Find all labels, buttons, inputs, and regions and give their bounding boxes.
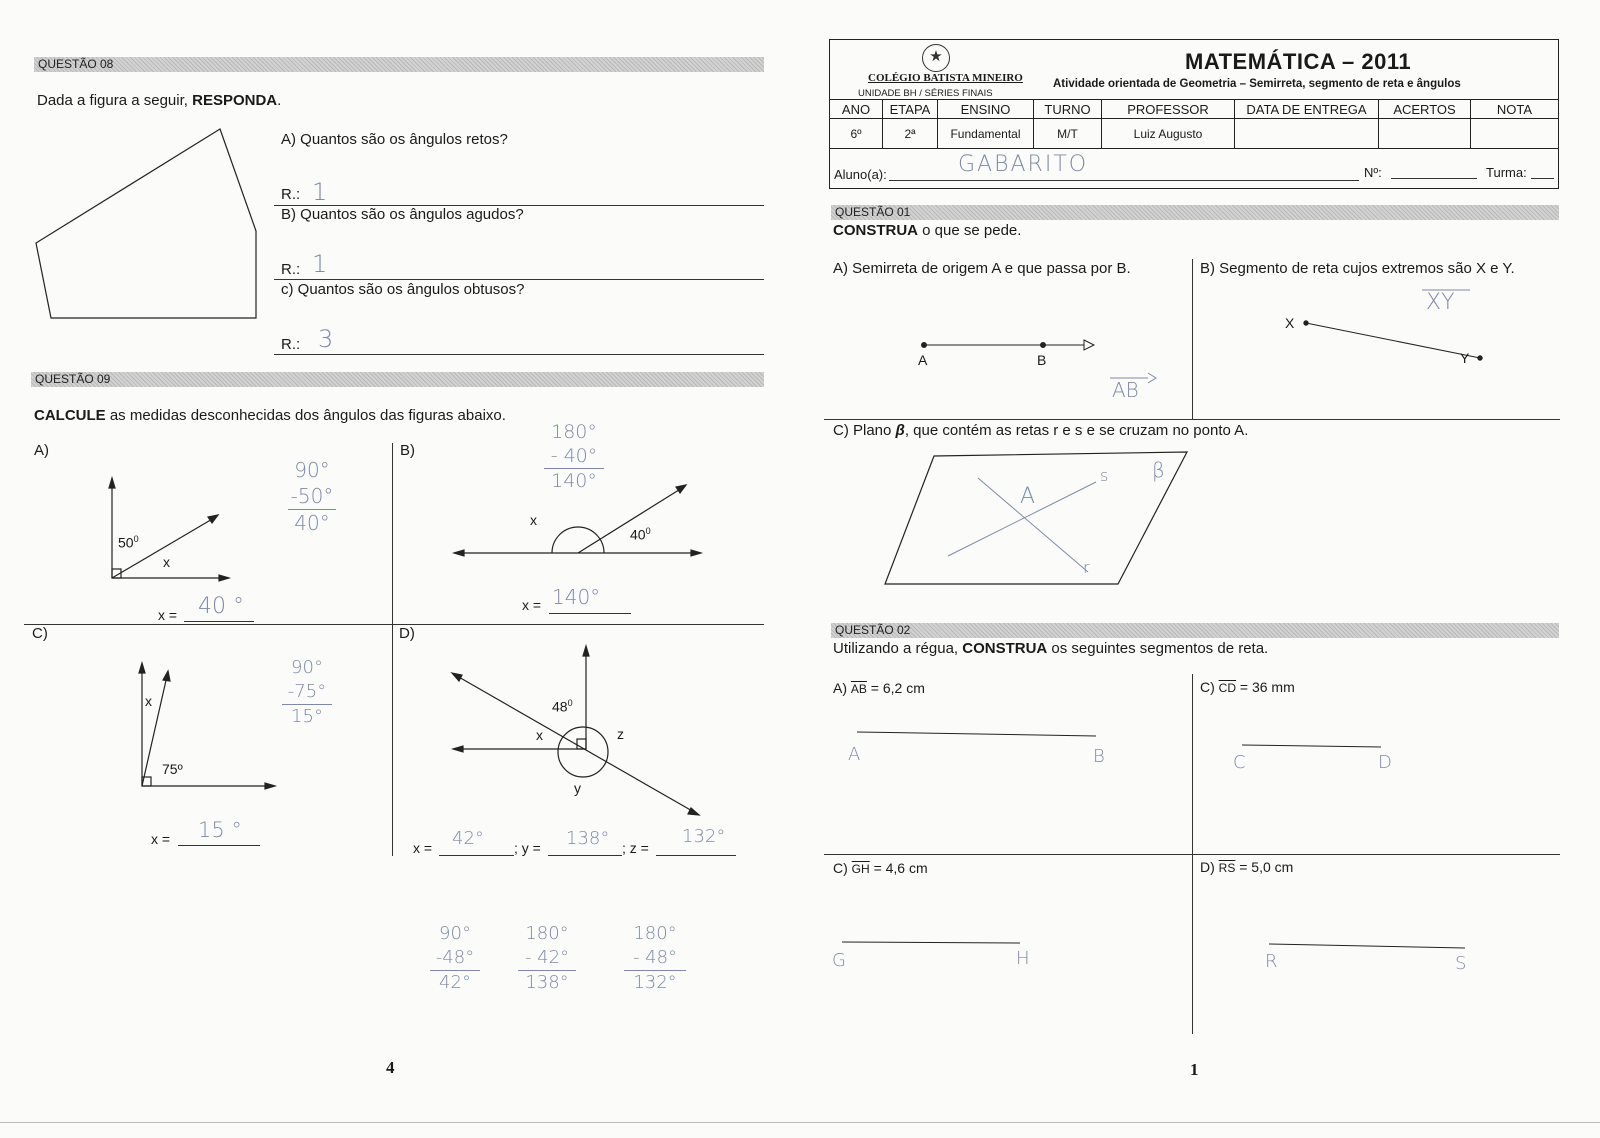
col-data-entrega: DATA DE ENTREGA bbox=[1235, 100, 1379, 119]
work-line: - 40° bbox=[544, 444, 604, 469]
q09c-answer: 15 ° bbox=[198, 818, 242, 842]
q08-r-label-c: R.: bbox=[281, 336, 301, 353]
q09-vertical-divider bbox=[392, 443, 393, 856]
q09d-y: y bbox=[574, 780, 581, 796]
q09a-x-label: x = bbox=[158, 607, 178, 623]
work-line: 138° bbox=[525, 972, 569, 993]
work-line: 132° bbox=[633, 972, 677, 993]
turma-line bbox=[1531, 178, 1554, 179]
item-letter: A) bbox=[833, 680, 847, 696]
q01c-hw-line-r: r bbox=[1083, 558, 1090, 577]
work-line: -50° bbox=[288, 483, 336, 510]
q01b-point-x: X bbox=[1285, 315, 1295, 331]
q01c-hw-line-s: s bbox=[1100, 466, 1109, 485]
q09b-label: B) bbox=[400, 442, 415, 459]
turma-label: Turma: bbox=[1486, 165, 1527, 180]
work-line: 90° bbox=[439, 923, 471, 944]
intro-text: Utilizando a régua, bbox=[833, 640, 963, 657]
q08-answer-line-c bbox=[274, 354, 764, 355]
val-nota bbox=[1471, 119, 1559, 149]
col-nota: NOTA bbox=[1471, 100, 1559, 119]
question-02-bar: QUESTÃO 02 bbox=[831, 623, 1559, 638]
q09d-z-label: ; z = bbox=[622, 840, 649, 856]
school-logo: ★ bbox=[922, 44, 950, 72]
q09d-work-2 bbox=[518, 922, 576, 995]
q09b-answer-line bbox=[549, 613, 631, 614]
item-letter: C) bbox=[833, 860, 848, 876]
q09d-y-answer: 138° bbox=[566, 828, 610, 849]
text-part: , que contém as retas r e s e se cruzam no ponto A. bbox=[904, 422, 1249, 439]
figure-ray-ab bbox=[922, 340, 1095, 350]
q01a-point-a: A bbox=[918, 352, 928, 368]
angle-value: 48 bbox=[552, 698, 568, 715]
q01c-text bbox=[833, 422, 1248, 439]
work-line: -48° bbox=[430, 946, 480, 971]
intro-text: as medidas desconhecidas dos ângulos das figuras abaixo. bbox=[105, 407, 506, 424]
q09c-work bbox=[282, 656, 332, 729]
q09d-x-line bbox=[439, 855, 514, 856]
q09d-x: x bbox=[536, 727, 543, 743]
segment-value: = 36 mm bbox=[1239, 679, 1295, 695]
q09a-work bbox=[288, 457, 336, 536]
numero-label: Nº: bbox=[1364, 165, 1382, 180]
question-01-bar: QUESTÃO 01 bbox=[831, 205, 1559, 220]
intro-text: os seguintes segmentos de reta. bbox=[1047, 640, 1269, 657]
work-line: 180° bbox=[551, 421, 597, 443]
intro-end: . bbox=[277, 92, 282, 109]
val-acertos bbox=[1379, 119, 1471, 149]
q09d-angle bbox=[552, 698, 573, 715]
q09a-angle bbox=[118, 534, 139, 551]
q02c-label bbox=[1200, 679, 1295, 695]
text-part: C) Plano bbox=[833, 422, 896, 439]
numero-line bbox=[1391, 178, 1477, 179]
q09c-label: C) bbox=[32, 625, 48, 642]
q02a-label bbox=[833, 680, 925, 696]
aluno-value: GABARITO bbox=[958, 152, 1089, 177]
q01b-point-y: Y bbox=[1460, 350, 1470, 366]
work-line: 140° bbox=[551, 470, 597, 492]
q09d-label: D) bbox=[399, 625, 415, 642]
segment-name: $\overline{RS}$ bbox=[1218, 861, 1236, 875]
val-turno: M/T bbox=[1034, 119, 1102, 149]
page-bottom-edge bbox=[0, 1122, 1600, 1123]
q02a-hw-p2: B bbox=[1093, 746, 1105, 767]
figure-q02-segments bbox=[842, 732, 1465, 948]
intro-text: o que se pede. bbox=[918, 222, 1022, 239]
val-etapa: 2ª bbox=[883, 119, 938, 149]
pentagon-figure bbox=[36, 129, 256, 318]
q09a-var: x bbox=[163, 554, 170, 570]
q09b-angle bbox=[630, 526, 651, 543]
q08-r-label-b: R.: bbox=[281, 261, 301, 278]
question-01-intro bbox=[833, 222, 1021, 239]
header-columns-row bbox=[830, 100, 1559, 119]
q09a-answer: 40 ° bbox=[198, 594, 244, 619]
q01b-text: B) Segmento de reta cujos extremos são X e Y. bbox=[1200, 260, 1515, 277]
figure-plane bbox=[885, 452, 1187, 584]
segment-value: = 5,0 cm bbox=[1239, 859, 1294, 875]
q09b-answer: 140° bbox=[552, 585, 601, 609]
q09b-work bbox=[544, 420, 604, 493]
figure-b-angle bbox=[454, 485, 701, 556]
q01a-hw-notation: AB bbox=[1112, 378, 1139, 402]
aluno-line bbox=[889, 180, 1359, 181]
q01a-point-b: B bbox=[1037, 352, 1047, 368]
col-etapa: ETAPA bbox=[883, 100, 938, 119]
work-line: 42° bbox=[439, 972, 471, 993]
degree-sign: 0 bbox=[645, 526, 651, 536]
left-page-number: 4 bbox=[386, 1058, 395, 1077]
school-unit: UNIDADE BH / SÉRIES FINAIS bbox=[858, 88, 993, 99]
segment-name: $\overline{CD}$ bbox=[1218, 681, 1237, 695]
header-info-table bbox=[829, 99, 1559, 149]
q02-horizontal-divider bbox=[824, 854, 1560, 855]
question-09-bar: QUESTÃO 09 bbox=[31, 372, 764, 387]
work-line: 15° bbox=[291, 706, 323, 727]
question-08-bar: QUESTÃO 08 bbox=[34, 57, 764, 72]
val-ensino: Fundamental bbox=[938, 119, 1034, 149]
q09b-var: x bbox=[530, 512, 537, 528]
intro-bold: CALCULE bbox=[34, 407, 106, 424]
beta-symbol: β bbox=[895, 422, 905, 439]
question-02-intro bbox=[833, 640, 1268, 657]
col-professor: PROFESSOR bbox=[1102, 100, 1235, 119]
q08-answer-a: 1 bbox=[312, 178, 328, 206]
val-ano: 6º bbox=[830, 119, 883, 149]
val-professor: Luiz Augusto bbox=[1102, 119, 1235, 149]
q09d-work-3 bbox=[624, 922, 686, 995]
q01c-hw-beta: β bbox=[1152, 458, 1165, 482]
aluno-label: Aluno(a): bbox=[834, 167, 887, 182]
q02a-hw-p1: A bbox=[848, 744, 861, 765]
question-08-intro bbox=[37, 92, 281, 109]
work-line: - 48° bbox=[624, 946, 686, 971]
col-acertos: ACERTOS bbox=[1379, 100, 1471, 119]
degree-sign: 0 bbox=[567, 698, 573, 708]
q08-question-b: B) Quantos são os ângulos agudos? bbox=[281, 206, 524, 223]
segment-value: = 6,2 cm bbox=[870, 680, 925, 696]
q09d-z-line bbox=[656, 855, 736, 856]
q01b-hw-notation: XY bbox=[1426, 290, 1455, 315]
q01c-hw-point-a: A bbox=[1020, 484, 1036, 509]
segment-name: $\overline{GH}$ bbox=[851, 862, 870, 876]
q08-r-label-a: R.: bbox=[281, 186, 301, 203]
q02c-hw-p1: C bbox=[1233, 752, 1246, 773]
question-09-intro bbox=[34, 407, 506, 424]
intro-bold: RESPONDA bbox=[192, 92, 278, 109]
q01a-text: A) Semirreta de origem A e que passa por B. bbox=[833, 260, 1131, 277]
degree-sign: 0 bbox=[133, 534, 139, 544]
work-line: -75° bbox=[282, 680, 332, 705]
col-ano: ANO bbox=[830, 100, 883, 119]
header-subtitle: Atividade orientada de Geometria – Semirreta, segmento de reta e ângulos bbox=[1053, 78, 1461, 90]
q09d-y-label: ; y = bbox=[514, 840, 541, 856]
q02rs-hw-p2: S bbox=[1455, 953, 1467, 974]
work-line: 180° bbox=[633, 923, 677, 944]
q09c-x-label: x = bbox=[151, 831, 171, 847]
q09d-y-line bbox=[548, 855, 622, 856]
figure-c-angle bbox=[139, 663, 275, 789]
segment-name: $\overline{AB}$ bbox=[850, 682, 867, 696]
q09d-x-label: x = bbox=[413, 840, 433, 856]
col-ensino: ENSINO bbox=[938, 100, 1034, 119]
q02rs-label bbox=[1200, 859, 1293, 875]
q02gh-hw-p2: H bbox=[1016, 948, 1030, 969]
q02c-hw-p2: D bbox=[1378, 752, 1392, 773]
segment-value: = 4,6 cm bbox=[873, 860, 928, 876]
q09d-z: z bbox=[617, 726, 624, 742]
q08-answer-c: 3 bbox=[318, 325, 334, 353]
q08-question-a: A) Quantos são os ângulos retos? bbox=[281, 131, 508, 148]
intro-bold: CONSTRUA bbox=[962, 640, 1048, 657]
q09-horizontal-divider bbox=[24, 624, 764, 625]
work-line: 90° bbox=[294, 458, 330, 482]
q09c-answer-line bbox=[178, 845, 260, 846]
intro-text: Dada a figura a seguir, bbox=[37, 92, 193, 109]
q08-question-c: c) Quantos são os ângulos obtusos? bbox=[281, 281, 525, 298]
work-line: 180° bbox=[525, 923, 569, 944]
right-page-number: 1 bbox=[1190, 1060, 1199, 1079]
q09a-answer-line bbox=[184, 621, 254, 622]
q09d-z-answer: 132° bbox=[682, 826, 726, 847]
work-line: 90° bbox=[291, 657, 323, 678]
q08-answer-line-b bbox=[274, 279, 764, 280]
angle-value: 50 bbox=[118, 534, 134, 551]
item-letter: C) bbox=[1200, 679, 1215, 695]
q09c-angle: 75º bbox=[162, 761, 183, 777]
q09c-var: x bbox=[145, 693, 152, 709]
item-letter: D) bbox=[1200, 859, 1215, 875]
work-line: 40° bbox=[294, 511, 330, 535]
q02gh-label bbox=[833, 860, 928, 876]
school-name: COLÉGIO BATISTA MINEIRO bbox=[868, 72, 1023, 84]
q09a-label: A) bbox=[34, 442, 49, 459]
val-data-entrega bbox=[1235, 119, 1379, 149]
q01-vertical-divider bbox=[1192, 259, 1193, 419]
q09d-x-answer: 42° bbox=[452, 828, 484, 849]
q01-horizontal-divider bbox=[824, 419, 1560, 420]
col-turno: TURNO bbox=[1034, 100, 1102, 119]
header-title: MATEMÁTICA – 2011 bbox=[1185, 49, 1412, 74]
q02gh-hw-p1: G bbox=[832, 950, 846, 971]
q09b-x-label: x = bbox=[522, 597, 542, 613]
header-values-row bbox=[830, 119, 1559, 149]
intro-bold: CONSTRUA bbox=[833, 222, 918, 239]
q08-answer-b: 1 bbox=[312, 250, 328, 278]
figure-segment-xy bbox=[1304, 321, 1482, 360]
q09d-work-1 bbox=[430, 922, 480, 995]
angle-value: 40 bbox=[630, 526, 646, 543]
work-line: - 42° bbox=[518, 946, 576, 971]
q02rs-hw-p1: R bbox=[1265, 951, 1278, 972]
